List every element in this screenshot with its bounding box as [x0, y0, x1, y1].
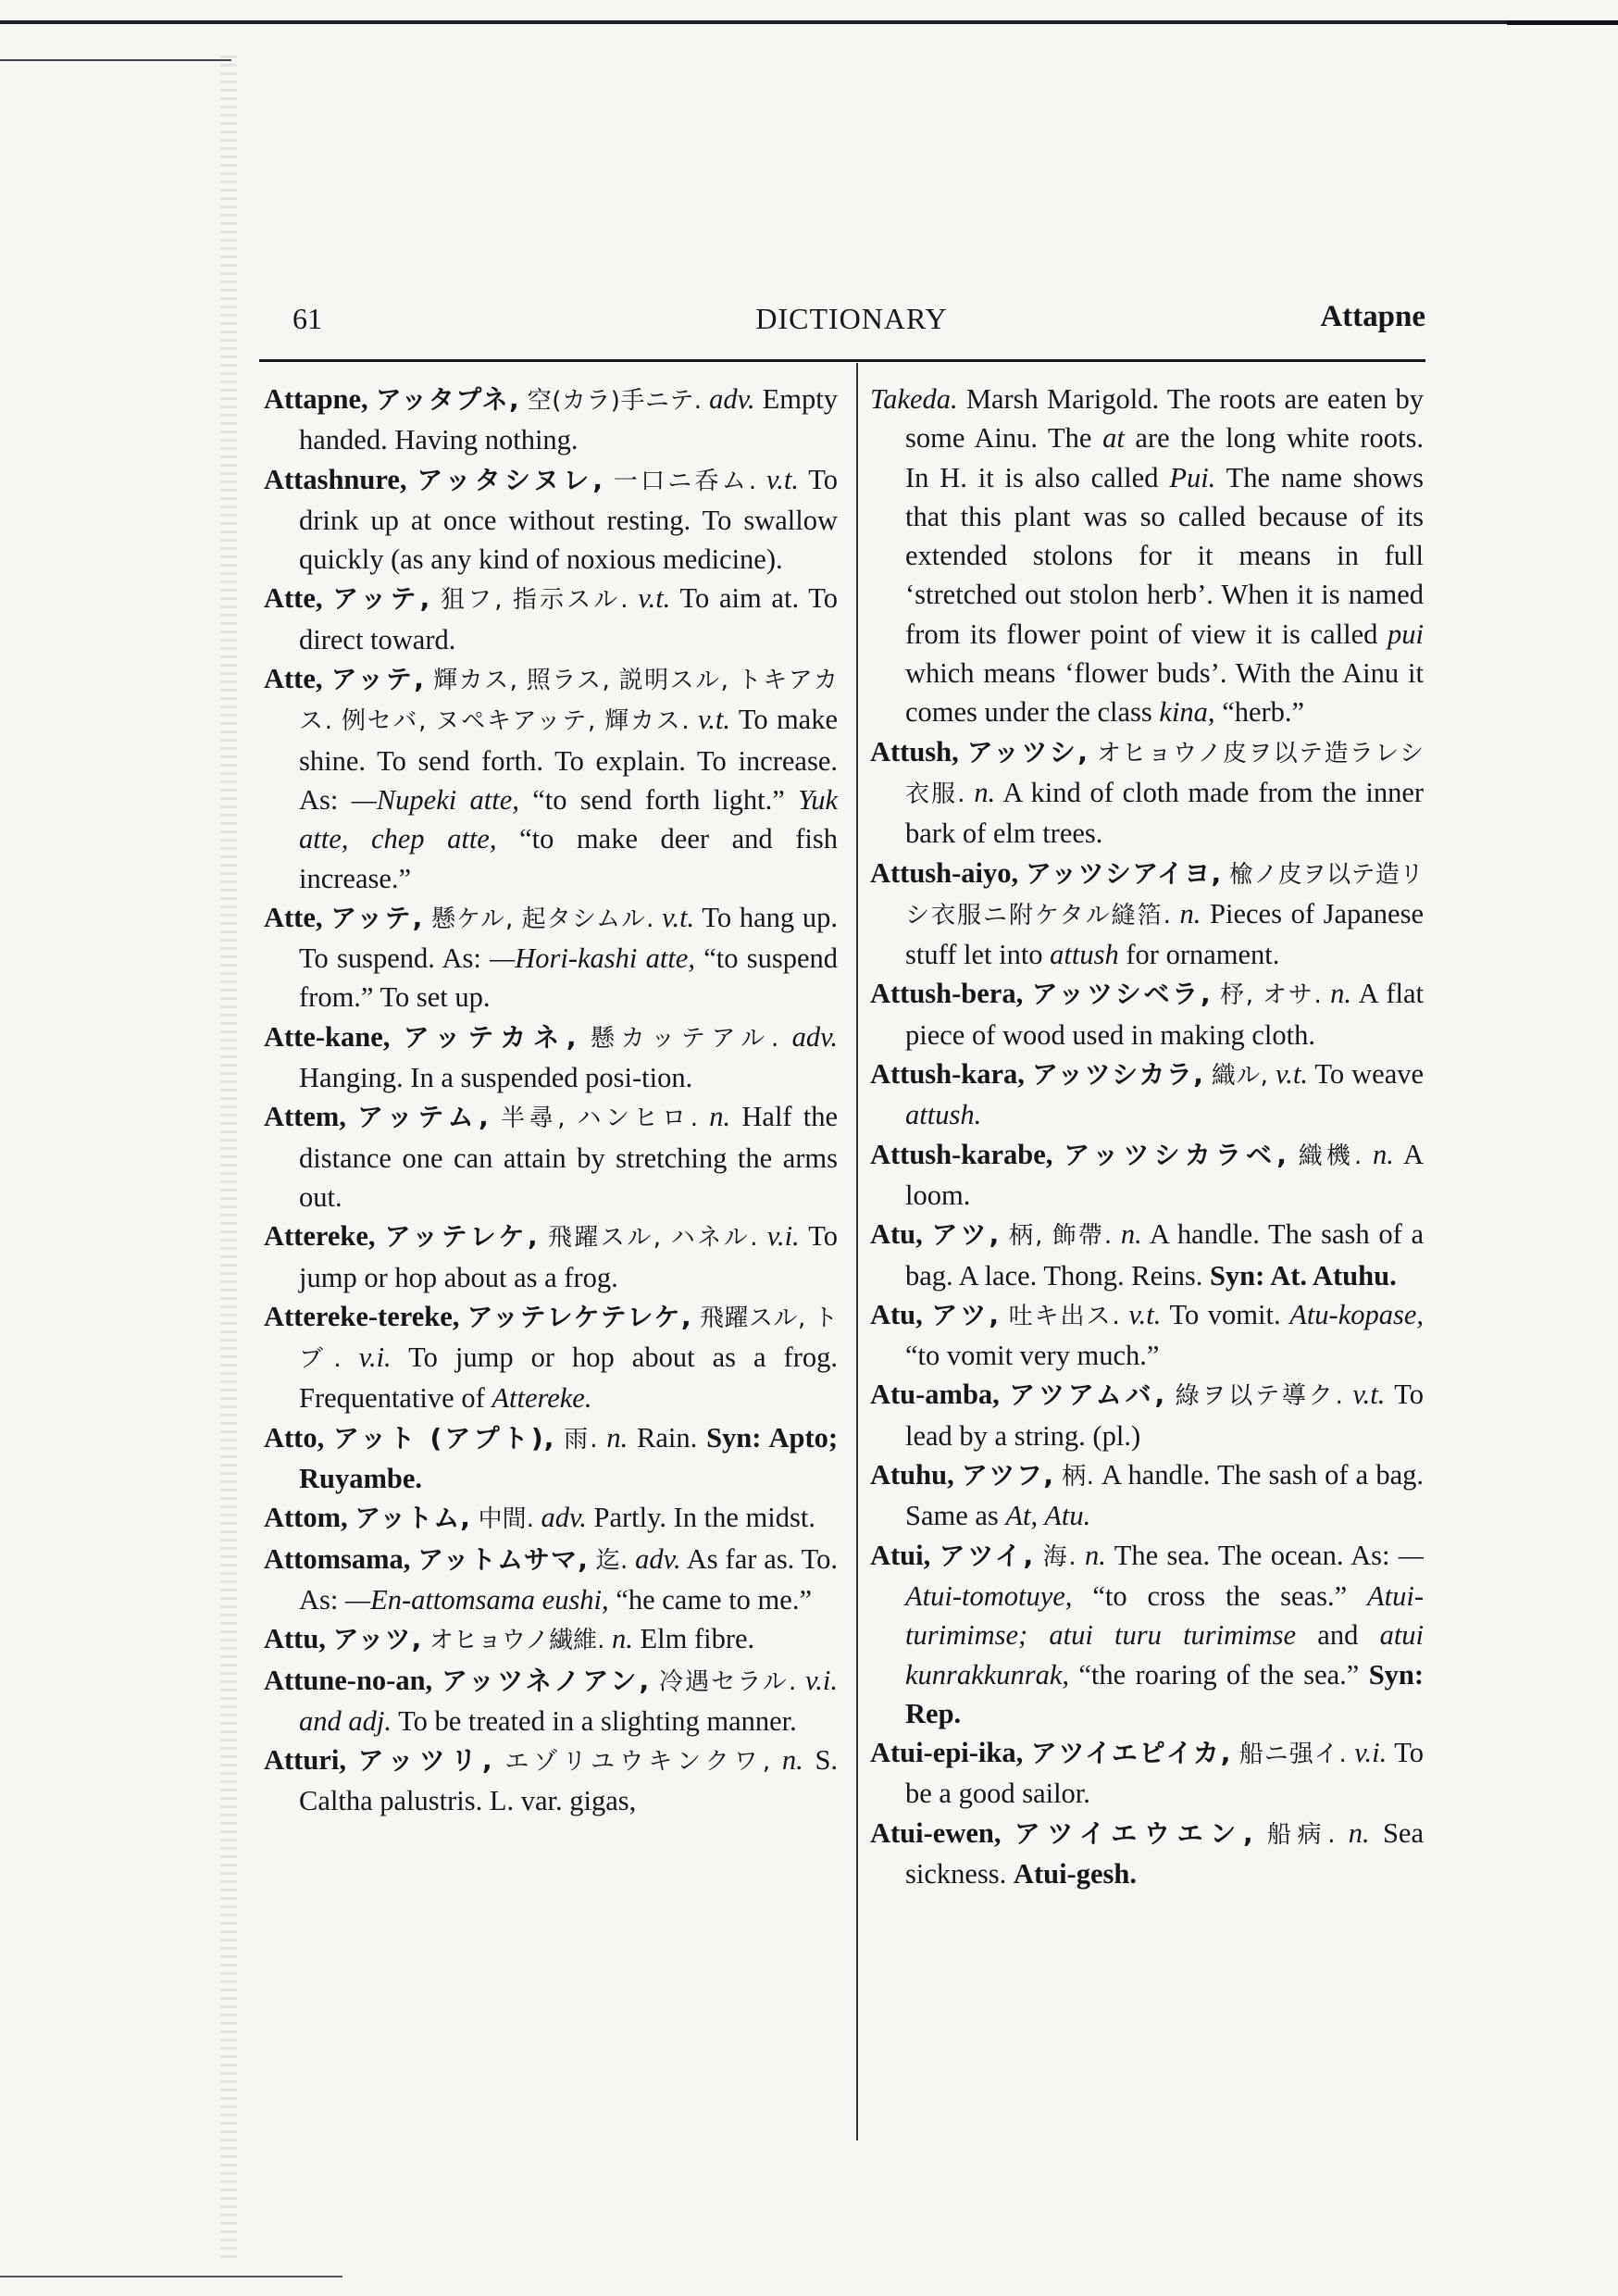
- definition: To jump or hop about as a frog.: [299, 1220, 839, 1293]
- definition: As far as. To. As:: [299, 1542, 839, 1616]
- dictionary-entry: [264, 579, 838, 659]
- japanese-gloss: 柄.: [1062, 1463, 1094, 1491]
- katakana-reading: アッテレケテレケ,: [467, 1301, 692, 1332]
- dictionary-entry: [870, 380, 1424, 732]
- definition: Pieces of Japanese stuff let into: [905, 897, 1425, 971]
- dictionary-entry: [264, 1498, 838, 1539]
- japanese-gloss: 雨.: [564, 1425, 598, 1454]
- headword: Attapne,: [264, 383, 368, 415]
- definition: S. Caltha palustris. L. var. gigas,: [299, 1744, 839, 1817]
- part-of-speech: v.t.: [698, 704, 731, 736]
- example-text: Atui-turimimse; atui turu turimimse: [905, 1579, 1425, 1652]
- scan-bottom-line: [0, 2276, 342, 2277]
- dictionary-entry: [870, 1295, 1424, 1376]
- example-translation: “to make deer and fish increase.”: [299, 823, 839, 894]
- headword: Attomsama,: [264, 1542, 411, 1575]
- headword: Attune-no-an,: [264, 1664, 433, 1696]
- japanese-gloss: 半尋, ハンヒロ.: [501, 1104, 699, 1133]
- katakana-reading: アットムサマ,: [417, 1543, 589, 1575]
- scan-binding-edge: [220, 56, 237, 2259]
- dictionary-entry: [264, 1540, 838, 1620]
- katakana-reading: アツイ,: [939, 1540, 1035, 1571]
- dictionary-entry: [264, 1217, 838, 1297]
- definition: To be a good sailor.: [905, 1737, 1424, 1810]
- example-translation: for ornament.: [1126, 939, 1280, 971]
- japanese-gloss: 中間.: [478, 1505, 534, 1534]
- japanese-gloss: 空(カラ)手ニテ.: [527, 387, 703, 415]
- definition: To be treated in a slighting manner.: [398, 1704, 797, 1737]
- headword: Attush-karabe,: [870, 1138, 1053, 1170]
- part-of-speech: v.t.: [1352, 1379, 1386, 1411]
- left-column: [264, 380, 838, 1821]
- headword: Atu,: [870, 1298, 923, 1330]
- definition: Rain.: [637, 1421, 698, 1454]
- japanese-gloss: 輝カス, 照ラス, 説明スル, トキアカス. 例セバ, ヌペキアッテ, 輝カス.: [299, 667, 838, 736]
- example-text: —En-attomsama eushi,: [345, 1583, 609, 1616]
- page-number: 61: [292, 302, 322, 335]
- katakana-reading: アッテレケ,: [384, 1221, 539, 1253]
- example-text: attush.: [905, 1099, 982, 1131]
- katakana-reading: アッツシアイヨ,: [1026, 857, 1223, 889]
- japanese-gloss: 楡ノ皮ヲ以テ造リシ衣服ニ附ケタル縫箔.: [905, 860, 1424, 930]
- part-of-speech: n.: [974, 776, 996, 808]
- definition: Empty handed. Having nothing.: [299, 383, 839, 456]
- definition: To jump or hop about as a frog. Frequentative of: [299, 1341, 838, 1415]
- part-of-speech: v.t.: [662, 901, 695, 933]
- katakana-reading: アツアムバ,: [1009, 1379, 1166, 1411]
- part-of-speech: adv.: [791, 1020, 838, 1053]
- dictionary-entry: [264, 1661, 838, 1741]
- japanese-gloss: 一口ニ呑ム.: [613, 467, 757, 495]
- headword: Attush,: [870, 735, 959, 767]
- dictionary-entry: [870, 1536, 1424, 1733]
- dictionary-entry: [870, 854, 1424, 975]
- part-of-speech: v.i.: [766, 1220, 800, 1253]
- katakana-reading: アッテ,: [332, 583, 431, 615]
- example-text: Yuk atte, chep atte,: [299, 783, 839, 855]
- example-text: —Hori-kashi atte,: [490, 942, 695, 975]
- katakana-reading: アッテム,: [357, 1102, 490, 1133]
- example-translation: The name shows that this plant was so called because of its extended stolons for it means in full ‘stretched out stolon herb’. When it is named from its flower point of view it is called: [905, 461, 1425, 650]
- right-column: [870, 380, 1424, 1893]
- definition: Partly. In the midst.: [593, 1502, 815, 1534]
- part-of-speech: v.t.: [638, 582, 671, 615]
- japanese-gloss: 冷遇セラル.: [658, 1667, 797, 1696]
- dictionary-entry: [264, 1741, 838, 1821]
- katakana-reading: アッテ,: [330, 902, 424, 933]
- headword: Attem,: [264, 1101, 346, 1133]
- example-translation: “to send forth light.”: [532, 783, 785, 816]
- headword: Atte,: [264, 663, 323, 695]
- example-text: kina,: [1159, 696, 1215, 729]
- definition: A flat piece of wood used in making cloth.: [905, 978, 1425, 1051]
- example-translation: are the long white roots. In H. it is also called: [905, 422, 1425, 493]
- headword: Attereke-tereke,: [264, 1300, 460, 1332]
- headword: Attereke,: [264, 1220, 376, 1253]
- scan-top-line: [0, 20, 1618, 24]
- synonym: Atui-gesh.: [1013, 1857, 1137, 1890]
- headword: Atui-epi-ika,: [870, 1737, 1024, 1769]
- japanese-gloss: 狙フ, 指示スル.: [441, 586, 629, 615]
- example-text: attush: [1050, 939, 1119, 971]
- japanese-gloss: オヒョウノ皮ヲ以テ造ラレシ衣服.: [905, 739, 1424, 808]
- dictionary-entry: [264, 1297, 838, 1418]
- synonym: Syn: Apto; Ruyambe.: [299, 1421, 839, 1495]
- katakana-reading: アッツシカラ,: [1031, 1059, 1204, 1091]
- dictionary-entry: [870, 732, 1424, 854]
- headword: Attom,: [264, 1502, 348, 1534]
- page-header: [278, 294, 1425, 343]
- definition: To drink up at once without resting. To swallow quickly (as any kind of noxious medicine).: [299, 463, 839, 576]
- part-of-speech: n.: [1348, 1816, 1370, 1849]
- japanese-gloss: 織機.: [1298, 1142, 1363, 1170]
- part-of-speech: n.: [1084, 1539, 1106, 1571]
- example-translation: which means ‘flower buds’. With the Ainu it comes under the class: [905, 657, 1424, 729]
- dictionary-entry: [264, 1418, 838, 1499]
- scan-top-left-line: [0, 59, 231, 61]
- example-translation: “he came to me.”: [616, 1583, 812, 1616]
- dictionary-entry: [264, 460, 838, 580]
- dictionary-entry: [870, 1054, 1424, 1135]
- part-of-speech: v.t.: [765, 463, 799, 495]
- headword: Atturi,: [264, 1744, 346, 1777]
- katakana-reading: アツ,: [931, 1299, 1000, 1330]
- katakana-reading: アッテ,: [330, 664, 425, 695]
- continuation-text: Takeda.: [870, 383, 958, 415]
- headword: Attush-kara,: [870, 1058, 1025, 1091]
- headword: Attush-aiyo,: [870, 856, 1019, 889]
- example-translation: “to cross the seas.”: [1092, 1579, 1348, 1612]
- japanese-gloss: 船病.: [1266, 1820, 1336, 1849]
- japanese-gloss: 懸カッテアル.: [590, 1024, 779, 1053]
- scan-top-right-line: [1507, 20, 1618, 25]
- dictionary-entry: [870, 974, 1424, 1054]
- guide-word: Attapne: [1320, 300, 1425, 333]
- example-text: pui: [1388, 618, 1425, 650]
- headword: Attu,: [264, 1623, 326, 1655]
- part-of-speech: adv.: [635, 1542, 681, 1575]
- part-of-speech: n.: [606, 1421, 629, 1454]
- headword: Attashnure,: [264, 463, 407, 495]
- part-of-speech: n.: [1179, 897, 1201, 930]
- headword: Atu-amba,: [870, 1379, 1000, 1411]
- japanese-gloss: オヒョウノ繊維.: [429, 1627, 605, 1655]
- example-text: atui kunrakkunrak,: [905, 1619, 1425, 1691]
- katakana-reading: アッツリ,: [357, 1745, 493, 1777]
- definition: The sea. The ocean. As:: [1114, 1539, 1390, 1571]
- definition: A handle. The sash of a bag. A lace. Thong. Reins.: [905, 1218, 1425, 1292]
- definition: Elm fibre.: [640, 1623, 755, 1655]
- headword: Atui-ewen,: [870, 1816, 1002, 1849]
- definition: To make shine. To send forth. To explain. To increase. As:: [299, 704, 838, 816]
- example-translation: “to vomit very much.”: [905, 1340, 1160, 1372]
- dictionary-entry: [264, 659, 838, 898]
- japanese-gloss: 柄, 飾帶.: [1009, 1222, 1113, 1251]
- dictionary-entry: [870, 1814, 1424, 1894]
- part-of-speech: v.i. and adj.: [299, 1664, 838, 1737]
- definition: A kind of cloth made from the inner bark of elm trees.: [905, 776, 1425, 850]
- part-of-speech: adv.: [709, 383, 755, 415]
- part-of-speech: n.: [781, 1744, 803, 1777]
- example-text: —Atui-tomotuye,: [905, 1539, 1425, 1612]
- example-translation: “herb.”: [1222, 696, 1305, 729]
- katakana-reading: アッツシカラベ,: [1064, 1139, 1288, 1170]
- katakana-reading: アッツシ,: [966, 736, 1089, 767]
- katakana-reading: アッツネノアン,: [441, 1665, 651, 1696]
- japanese-gloss: エゾリユウキンクワ,: [504, 1748, 771, 1777]
- headword: Atui,: [870, 1539, 931, 1571]
- definition: To vomit.: [1169, 1298, 1281, 1330]
- headword: Atto,: [264, 1421, 325, 1454]
- japanese-gloss: 飛躍スル, トブ.: [299, 1304, 838, 1374]
- dictionary-entry: [870, 1215, 1424, 1295]
- example-text: Pui.: [1169, 461, 1216, 493]
- part-of-speech: v.t.: [1128, 1298, 1162, 1330]
- japanese-gloss: 織ル,: [1211, 1062, 1268, 1091]
- headword: Atte,: [264, 901, 323, 933]
- japanese-gloss: 吐キ出ス.: [1008, 1302, 1120, 1330]
- part-of-speech: v.i.: [358, 1341, 392, 1374]
- example-text: Atu-kopase,: [1289, 1298, 1425, 1330]
- page-title: DICTIONARY: [755, 302, 948, 335]
- header-rule: [259, 359, 1425, 362]
- katakana-reading: アッツ,: [332, 1624, 423, 1655]
- part-of-speech: n.: [709, 1101, 731, 1133]
- headword: Attush-bera,: [870, 978, 1024, 1010]
- katakana-reading: アッテカネ,: [403, 1021, 578, 1053]
- synonym: Syn: At. Atuhu.: [1209, 1259, 1397, 1292]
- dictionary-entry: [264, 1017, 838, 1098]
- katakana-reading: アツイエピイカ,: [1030, 1738, 1232, 1769]
- headword: Atte,: [264, 582, 323, 615]
- definition: To aim at. To direct toward.: [299, 582, 839, 655]
- dictionary-entry: [264, 1097, 838, 1217]
- part-of-speech: v.t.: [1275, 1058, 1308, 1091]
- katakana-reading: アツ,: [931, 1219, 1001, 1251]
- headword: Atu,: [870, 1218, 923, 1251]
- katakana-reading: アット (アプト),: [333, 1422, 555, 1454]
- example-translation: “the roaring of the sea.”: [1078, 1658, 1360, 1691]
- headword: Atuhu,: [870, 1459, 954, 1491]
- katakana-reading: アットム,: [355, 1503, 471, 1534]
- column-divider: [856, 363, 858, 2140]
- part-of-speech: n.: [1373, 1138, 1394, 1170]
- katakana-reading: アツイエウエン,: [1014, 1817, 1254, 1849]
- part-of-speech: adv.: [541, 1502, 587, 1534]
- dictionary-entry: [870, 1733, 1424, 1814]
- part-of-speech: n.: [612, 1623, 633, 1655]
- dictionary-entry: [870, 1135, 1424, 1216]
- definition: A loom.: [905, 1138, 1425, 1211]
- headword: Atte-kane,: [264, 1020, 391, 1053]
- japanese-gloss: 懸ケル, 起タシムル.: [431, 905, 654, 933]
- example-text: At, Atu.: [1005, 1500, 1091, 1532]
- part-of-speech: n.: [1120, 1218, 1142, 1251]
- example-text: —Nupeki atte,: [351, 783, 519, 816]
- japanese-gloss: 船ニ强イ.: [1238, 1741, 1347, 1769]
- japanese-gloss: 海.: [1042, 1542, 1077, 1571]
- japanese-gloss: 杼, オサ.: [1220, 981, 1322, 1010]
- part-of-speech: v.i.: [1354, 1737, 1388, 1769]
- dictionary-entry: [870, 1375, 1424, 1455]
- example-translation: “to suspend from.” To set up.: [299, 942, 839, 1014]
- katakana-reading: アツフ,: [961, 1460, 1054, 1491]
- definition: To hang up. To suspend. As:: [299, 901, 838, 975]
- definition: To weave: [1314, 1058, 1425, 1091]
- japanese-gloss: 迄.: [595, 1546, 629, 1575]
- definition: Half the distance one can attain by stretching the arms out.: [299, 1101, 839, 1213]
- example-text: at: [1102, 422, 1125, 455]
- katakana-reading: アッツシベラ,: [1031, 979, 1212, 1010]
- japanese-gloss: 綠ヲ以テ導ク.: [1175, 1382, 1343, 1411]
- definition: A handle. The sash of a bag. Same as: [905, 1459, 1424, 1532]
- definition: To lead by a string. (pl.): [905, 1379, 1425, 1452]
- synonym: Syn: Rep.: [905, 1658, 1425, 1729]
- katakana-reading: アッタシヌレ,: [417, 464, 604, 495]
- definition: Marsh Marigold. The roots are eaten by some Ainu. The: [905, 383, 1424, 455]
- dictionary-entry: [264, 380, 838, 460]
- japanese-gloss: 飛躍スル, ハネル.: [547, 1224, 758, 1253]
- example-translation: and: [1317, 1619, 1359, 1652]
- dictionary-entry: [870, 1455, 1424, 1536]
- example-text: Attereke.: [492, 1382, 592, 1415]
- part-of-speech: n.: [1330, 978, 1351, 1010]
- definition: Sea sickness.: [905, 1816, 1424, 1890]
- dictionary-entry: [264, 898, 838, 1017]
- definition: Hanging. In a suspended posi-tion.: [299, 1062, 693, 1094]
- katakana-reading: アッタプネ,: [375, 384, 520, 415]
- dictionary-entry: [264, 1619, 838, 1660]
